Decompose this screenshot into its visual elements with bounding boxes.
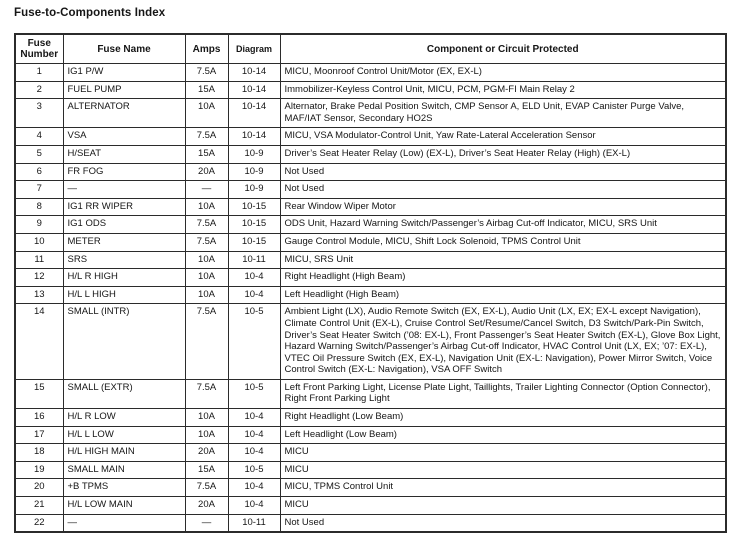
header-diagram: Diagram <box>228 34 280 64</box>
amps-cell: 10A <box>185 198 228 216</box>
component-cell: MICU <box>280 497 726 515</box>
fuse-number-cell: 14 <box>15 304 63 380</box>
diagram-cell: 10-14 <box>228 64 280 82</box>
fuse-name-cell: FR FOG <box>63 163 185 181</box>
amps-cell: — <box>185 181 228 199</box>
diagram-cell: 10-11 <box>228 251 280 269</box>
amps-cell: 7.5A <box>185 304 228 380</box>
table-row <box>15 426 726 444</box>
table-row <box>15 444 726 462</box>
fuse-name-cell: — <box>63 181 185 199</box>
component-cell: MICU, SRS Unit <box>280 251 726 269</box>
fuse-number-cell: 9 <box>15 216 63 234</box>
amps-cell: 20A <box>185 497 228 515</box>
amps-cell: 7.5A <box>185 479 228 497</box>
amps-cell: 15A <box>185 145 228 163</box>
amps-cell: 7.5A <box>185 233 228 251</box>
amps-cell: 10A <box>185 251 228 269</box>
component-cell: ODS Unit, Hazard Warning Switch/Passenger’s Airbag Cut-off Indicator, MICU, SRS Unit <box>280 216 726 234</box>
component-cell: Not Used <box>280 181 726 199</box>
amps-cell: 10A <box>185 99 228 128</box>
amps-cell: 20A <box>185 444 228 462</box>
table-row <box>15 409 726 427</box>
component-cell: MICU, TPMS Control Unit <box>280 479 726 497</box>
fuse-name-cell: FUEL PUMP <box>63 81 185 99</box>
fuse-number-cell: 5 <box>15 145 63 163</box>
component-cell: Gauge Control Module, MICU, Shift Lock Solenoid, TPMS Control Unit <box>280 233 726 251</box>
component-cell: Not Used <box>280 163 726 181</box>
table-row <box>15 163 726 181</box>
diagram-cell: 10-9 <box>228 181 280 199</box>
fuse-name-cell: METER <box>63 233 185 251</box>
fuse-name-cell: SRS <box>63 251 185 269</box>
diagram-cell: 10-15 <box>228 216 280 234</box>
amps-cell: 7.5A <box>185 379 228 408</box>
amps-cell: — <box>185 514 228 532</box>
table-row <box>15 145 726 163</box>
component-cell: Left Headlight (Low Beam) <box>280 426 726 444</box>
table-row <box>15 64 726 82</box>
table-row <box>15 181 726 199</box>
diagram-cell: 10-4 <box>228 497 280 515</box>
amps-cell: 7.5A <box>185 128 228 146</box>
fuse-table <box>14 33 727 533</box>
header-fuse-name: Fuse Name <box>63 34 185 64</box>
component-cell: Left Headlight (High Beam) <box>280 286 726 304</box>
amps-cell: 15A <box>185 461 228 479</box>
component-cell: Driver’s Seat Heater Relay (Low) (EX-L), Driver’s Seat Heater Relay (High) (EX-L) <box>280 145 726 163</box>
amps-cell: 7.5A <box>185 64 228 82</box>
fuse-name-cell: IG1 RR WIPER <box>63 198 185 216</box>
header-row <box>15 34 726 64</box>
page-title: Fuse-to-Components Index <box>14 7 165 19</box>
fuse-name-cell: IG1 ODS <box>63 216 185 234</box>
diagram-cell: 10-4 <box>228 426 280 444</box>
table-row <box>15 497 726 515</box>
diagram-cell: 10-15 <box>228 233 280 251</box>
fuse-number-cell: 13 <box>15 286 63 304</box>
amps-cell: 10A <box>185 426 228 444</box>
fuse-name-cell: H/L R HIGH <box>63 269 185 287</box>
component-cell: MICU <box>280 444 726 462</box>
component-cell: Rear Window Wiper Motor <box>280 198 726 216</box>
fuse-name-cell: H/L L HIGH <box>63 286 185 304</box>
diagram-cell: 10-9 <box>228 163 280 181</box>
fuse-table-header <box>15 34 726 64</box>
diagram-cell: 10-14 <box>228 81 280 99</box>
diagram-cell: 10-5 <box>228 461 280 479</box>
component-cell: MICU <box>280 461 726 479</box>
table-row <box>15 198 726 216</box>
component-cell: MICU, VSA Modulator-Control Unit, Yaw Rate-Lateral Acceleration Sensor <box>280 128 726 146</box>
fuse-number-cell: 2 <box>15 81 63 99</box>
fuse-name-cell: H/L L LOW <box>63 426 185 444</box>
table-row <box>15 479 726 497</box>
fuse-number-cell: 4 <box>15 128 63 146</box>
component-cell: Not Used <box>280 514 726 532</box>
header-fuse-number: Fuse Number <box>15 34 63 64</box>
table-row <box>15 286 726 304</box>
fuse-name-cell: H/SEAT <box>63 145 185 163</box>
component-cell: MICU, Moonroof Control Unit/Motor (EX, EX-L) <box>280 64 726 82</box>
fuse-number-cell: 22 <box>15 514 63 532</box>
amps-cell: 20A <box>185 163 228 181</box>
diagram-cell: 10-5 <box>228 379 280 408</box>
table-row <box>15 251 726 269</box>
fuse-number-cell: 11 <box>15 251 63 269</box>
fuse-name-cell: H/L LOW MAIN <box>63 497 185 515</box>
table-row <box>15 269 726 287</box>
header-amps: Amps <box>185 34 228 64</box>
fuse-name-cell: SMALL MAIN <box>63 461 185 479</box>
fuse-number-cell: 3 <box>15 99 63 128</box>
fuse-number-cell: 21 <box>15 497 63 515</box>
fuse-number-cell: 19 <box>15 461 63 479</box>
table-row <box>15 128 726 146</box>
fuse-name-cell: SMALL (INTR) <box>63 304 185 380</box>
amps-cell: 10A <box>185 286 228 304</box>
table-row <box>15 81 726 99</box>
fuse-number-cell: 6 <box>15 163 63 181</box>
fuse-name-cell: — <box>63 514 185 532</box>
amps-cell: 10A <box>185 409 228 427</box>
table-row <box>15 304 726 380</box>
table-row <box>15 461 726 479</box>
diagram-cell: 10-14 <box>228 128 280 146</box>
table-row <box>15 233 726 251</box>
table-row <box>15 379 726 408</box>
fuse-number-cell: 20 <box>15 479 63 497</box>
fuse-number-cell: 1 <box>15 64 63 82</box>
fuse-name-cell: H/L R LOW <box>63 409 185 427</box>
amps-cell: 15A <box>185 81 228 99</box>
component-cell: Right Headlight (Low Beam) <box>280 409 726 427</box>
diagram-cell: 10-11 <box>228 514 280 532</box>
diagram-cell: 10-4 <box>228 409 280 427</box>
table-row <box>15 99 726 128</box>
diagram-cell: 10-4 <box>228 479 280 497</box>
amps-cell: 7.5A <box>185 216 228 234</box>
diagram-cell: 10-14 <box>228 99 280 128</box>
component-cell: Left Front Parking Light, License Plate Light, Taillights, Trailer Lighting Connector (Option Connector), Right Front Parking Light <box>280 379 726 408</box>
component-cell: Alternator, Brake Pedal Position Switch, CMP Sensor A, ELD Unit, EVAP Canister Purge Valve, MAF/IAT Sensor, Secondary HO2S <box>280 99 726 128</box>
fuse-name-cell: VSA <box>63 128 185 146</box>
diagram-cell: 10-4 <box>228 444 280 462</box>
fuse-number-cell: 7 <box>15 181 63 199</box>
diagram-cell: 10-9 <box>228 145 280 163</box>
diagram-cell: 10-4 <box>228 269 280 287</box>
table-row <box>15 514 726 532</box>
component-cell: Ambient Light (LX), Audio Remote Switch (EX, EX-L), Audio Unit (LX, EX; EX-L except Navigation), Climate Control Unit (EX-L), Cruise Control Set/Resume/Cancel Switch, D3 Switch/Park-Pin Switch, Driver’s Seat Heater Switch (’08: EX-L), Front Passenger’s Seat Heater Switch (EX-L), Glove Box Light, Hazard Warning Switch/Passenger’s Airbag Cut-off Indicator, HVAC Control Unit (LX, EX; ’07: EX-L), VTEC Oil Pressure Switch (EX, EX-L), Navigation Unit (EX-L: Navigation), Power Mirror Switch, Voice Control Switch (EX-L: Navigation), VSA OFF Switch <box>280 304 726 380</box>
fuse-number-cell: 10 <box>15 233 63 251</box>
component-cell: Right Headlight (High Beam) <box>280 269 726 287</box>
fuse-number-cell: 17 <box>15 426 63 444</box>
header-component: Component or Circuit Protected <box>280 34 726 64</box>
fuse-number-cell: 12 <box>15 269 63 287</box>
fuse-name-cell: ALTERNATOR <box>63 99 185 128</box>
fuse-name-cell: SMALL (EXTR) <box>63 379 185 408</box>
component-cell: Immobilizer-Keyless Control Unit, MICU, PCM, PGM-FI Main Relay 2 <box>280 81 726 99</box>
table-row <box>15 216 726 234</box>
fuse-number-cell: 8 <box>15 198 63 216</box>
fuse-number-cell: 15 <box>15 379 63 408</box>
amps-cell: 10A <box>185 269 228 287</box>
diagram-cell: 10-4 <box>228 286 280 304</box>
fuse-number-cell: 16 <box>15 409 63 427</box>
fuse-name-cell: +B TPMS <box>63 479 185 497</box>
diagram-cell: 10-15 <box>228 198 280 216</box>
fuse-name-cell: IG1 P/W <box>63 64 185 82</box>
fuse-number-cell: 18 <box>15 444 63 462</box>
fuse-name-cell: H/L HIGH MAIN <box>63 444 185 462</box>
diagram-cell: 10-5 <box>228 304 280 380</box>
fuse-table-body <box>15 64 726 533</box>
